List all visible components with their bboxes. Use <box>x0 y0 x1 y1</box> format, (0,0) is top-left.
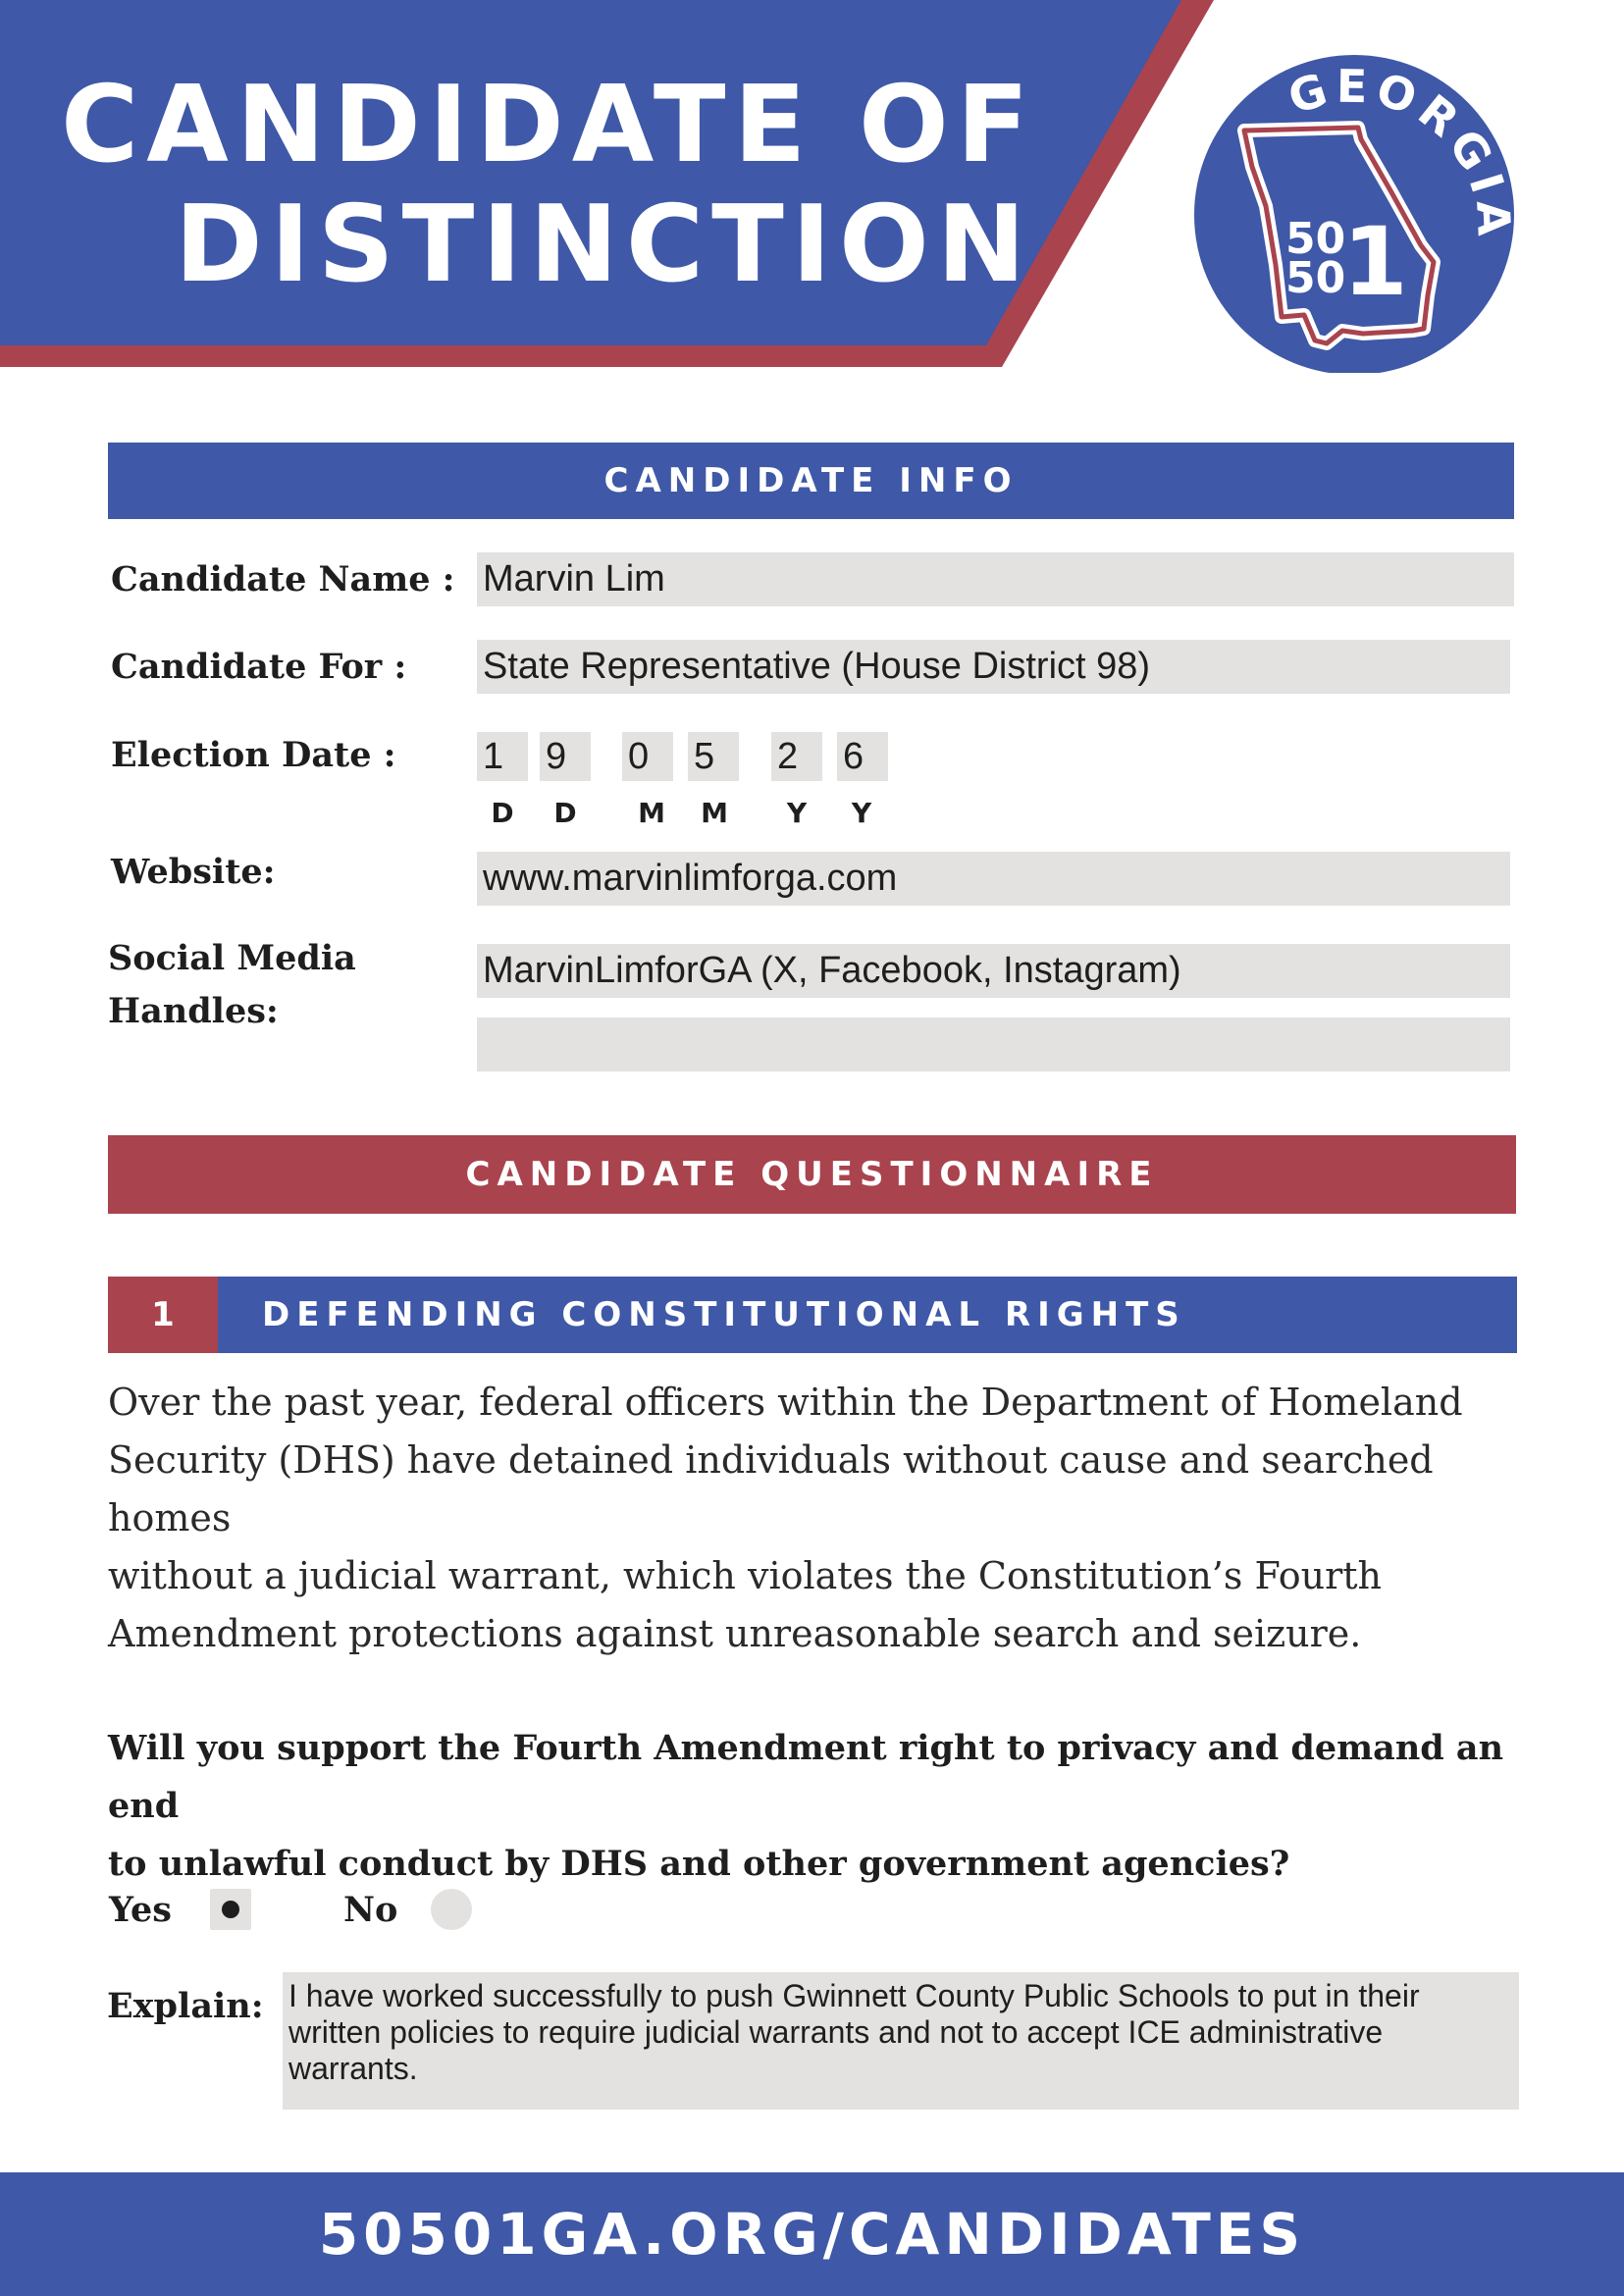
social-handles-field-2[interactable] <box>477 1018 1510 1071</box>
date-format-letter: Y <box>851 797 872 829</box>
logo-num-bottom: 50 <box>1285 253 1346 303</box>
logo-num-big: 1 <box>1342 207 1408 317</box>
date-format-letter: M <box>638 797 665 829</box>
website-label: Website: <box>111 852 276 892</box>
context-line: without a judicial warrant, which violates the Constitution’s Fourth <box>108 1554 1383 1597</box>
explain-line: warrants. <box>288 2051 418 2086</box>
yes-label: Yes <box>109 1890 172 1930</box>
header-title-line1: CANDIDATE OF <box>61 64 1037 186</box>
yes-radio[interactable] <box>208 1887 253 1932</box>
candidate-name-field[interactable]: Marvin Lim <box>477 552 1514 606</box>
date-format-letter: D <box>491 797 514 829</box>
question-number-badge: 1 <box>108 1277 218 1353</box>
explain-line: I have worked successfully to push Gwinnett County Public Schools to put in their <box>288 1978 1420 2013</box>
date-format-letter: D <box>553 797 577 829</box>
question-title-bar: DEFENDING CONSTITUTIONAL RIGHTS <box>218 1277 1517 1353</box>
context-line: Amendment protections against unreasonable search and seizure. <box>108 1612 1362 1655</box>
candidate-for-field[interactable]: State Representative (House District 98) <box>477 640 1510 694</box>
explain-line: written policies to require judicial warrants and not to accept ICE administrative <box>288 2014 1384 2050</box>
social-media-label-line1: Social Media <box>108 938 356 978</box>
date-format-letter: M <box>701 797 728 829</box>
date-month-digit-1[interactable]: 0 <box>622 732 673 781</box>
question-line: Will you support the Fourth Amendment right to privacy and demand an end <box>108 1728 1504 1826</box>
social-media-label-line2: Handles: <box>108 991 279 1031</box>
date-year-digit-2[interactable]: 6 <box>837 732 888 781</box>
candidate-info-heading: CANDIDATE INFO <box>108 443 1514 519</box>
date-day-digit-2[interactable]: 9 <box>540 732 591 781</box>
election-date-label: Election Date : <box>111 735 396 775</box>
logo-arc-text: GEORGIA <box>1282 59 1522 243</box>
footer-url[interactable]: 50501GA.ORG/CANDIDATES <box>0 2172 1624 2296</box>
question-line: to unlawful conduct by DHS and other government agencies? <box>108 1844 1290 1884</box>
website-field[interactable]: www.marvinlimforga.com <box>477 852 1510 906</box>
question-text <box>108 1719 1541 1893</box>
georgia-5050-logo <box>1194 55 1521 373</box>
context-line: Over the past year, federal officers within the Department of Homeland <box>108 1381 1463 1424</box>
social-handles-field-1[interactable]: MarvinLimforGA (X, Facebook, Instagram) <box>477 944 1510 998</box>
date-year-digit-1[interactable]: 2 <box>771 732 822 781</box>
header-title-line2: DISTINCTION <box>175 183 1034 306</box>
selected-dot <box>222 1901 239 1918</box>
date-month-digit-2[interactable]: 5 <box>688 732 739 781</box>
candidate-name-label: Candidate Name : <box>111 559 455 600</box>
date-day-digit-1[interactable]: 1 <box>477 732 528 781</box>
question-context-text <box>108 1374 1541 1663</box>
no-label: No <box>343 1890 398 1930</box>
date-format-letter: Y <box>786 797 808 829</box>
logo-num-top: 50 <box>1285 214 1346 264</box>
candidate-for-label: Candidate For : <box>111 647 407 687</box>
context-line: Security (DHS) have detained individuals without cause and searched homes <box>108 1438 1434 1539</box>
explain-textarea[interactable] <box>283 1972 1519 2110</box>
no-radio[interactable] <box>429 1887 474 1932</box>
explain-label: Explain: <box>107 1986 264 2026</box>
candidate-questionnaire-heading: CANDIDATE QUESTIONNAIRE <box>108 1135 1516 1214</box>
